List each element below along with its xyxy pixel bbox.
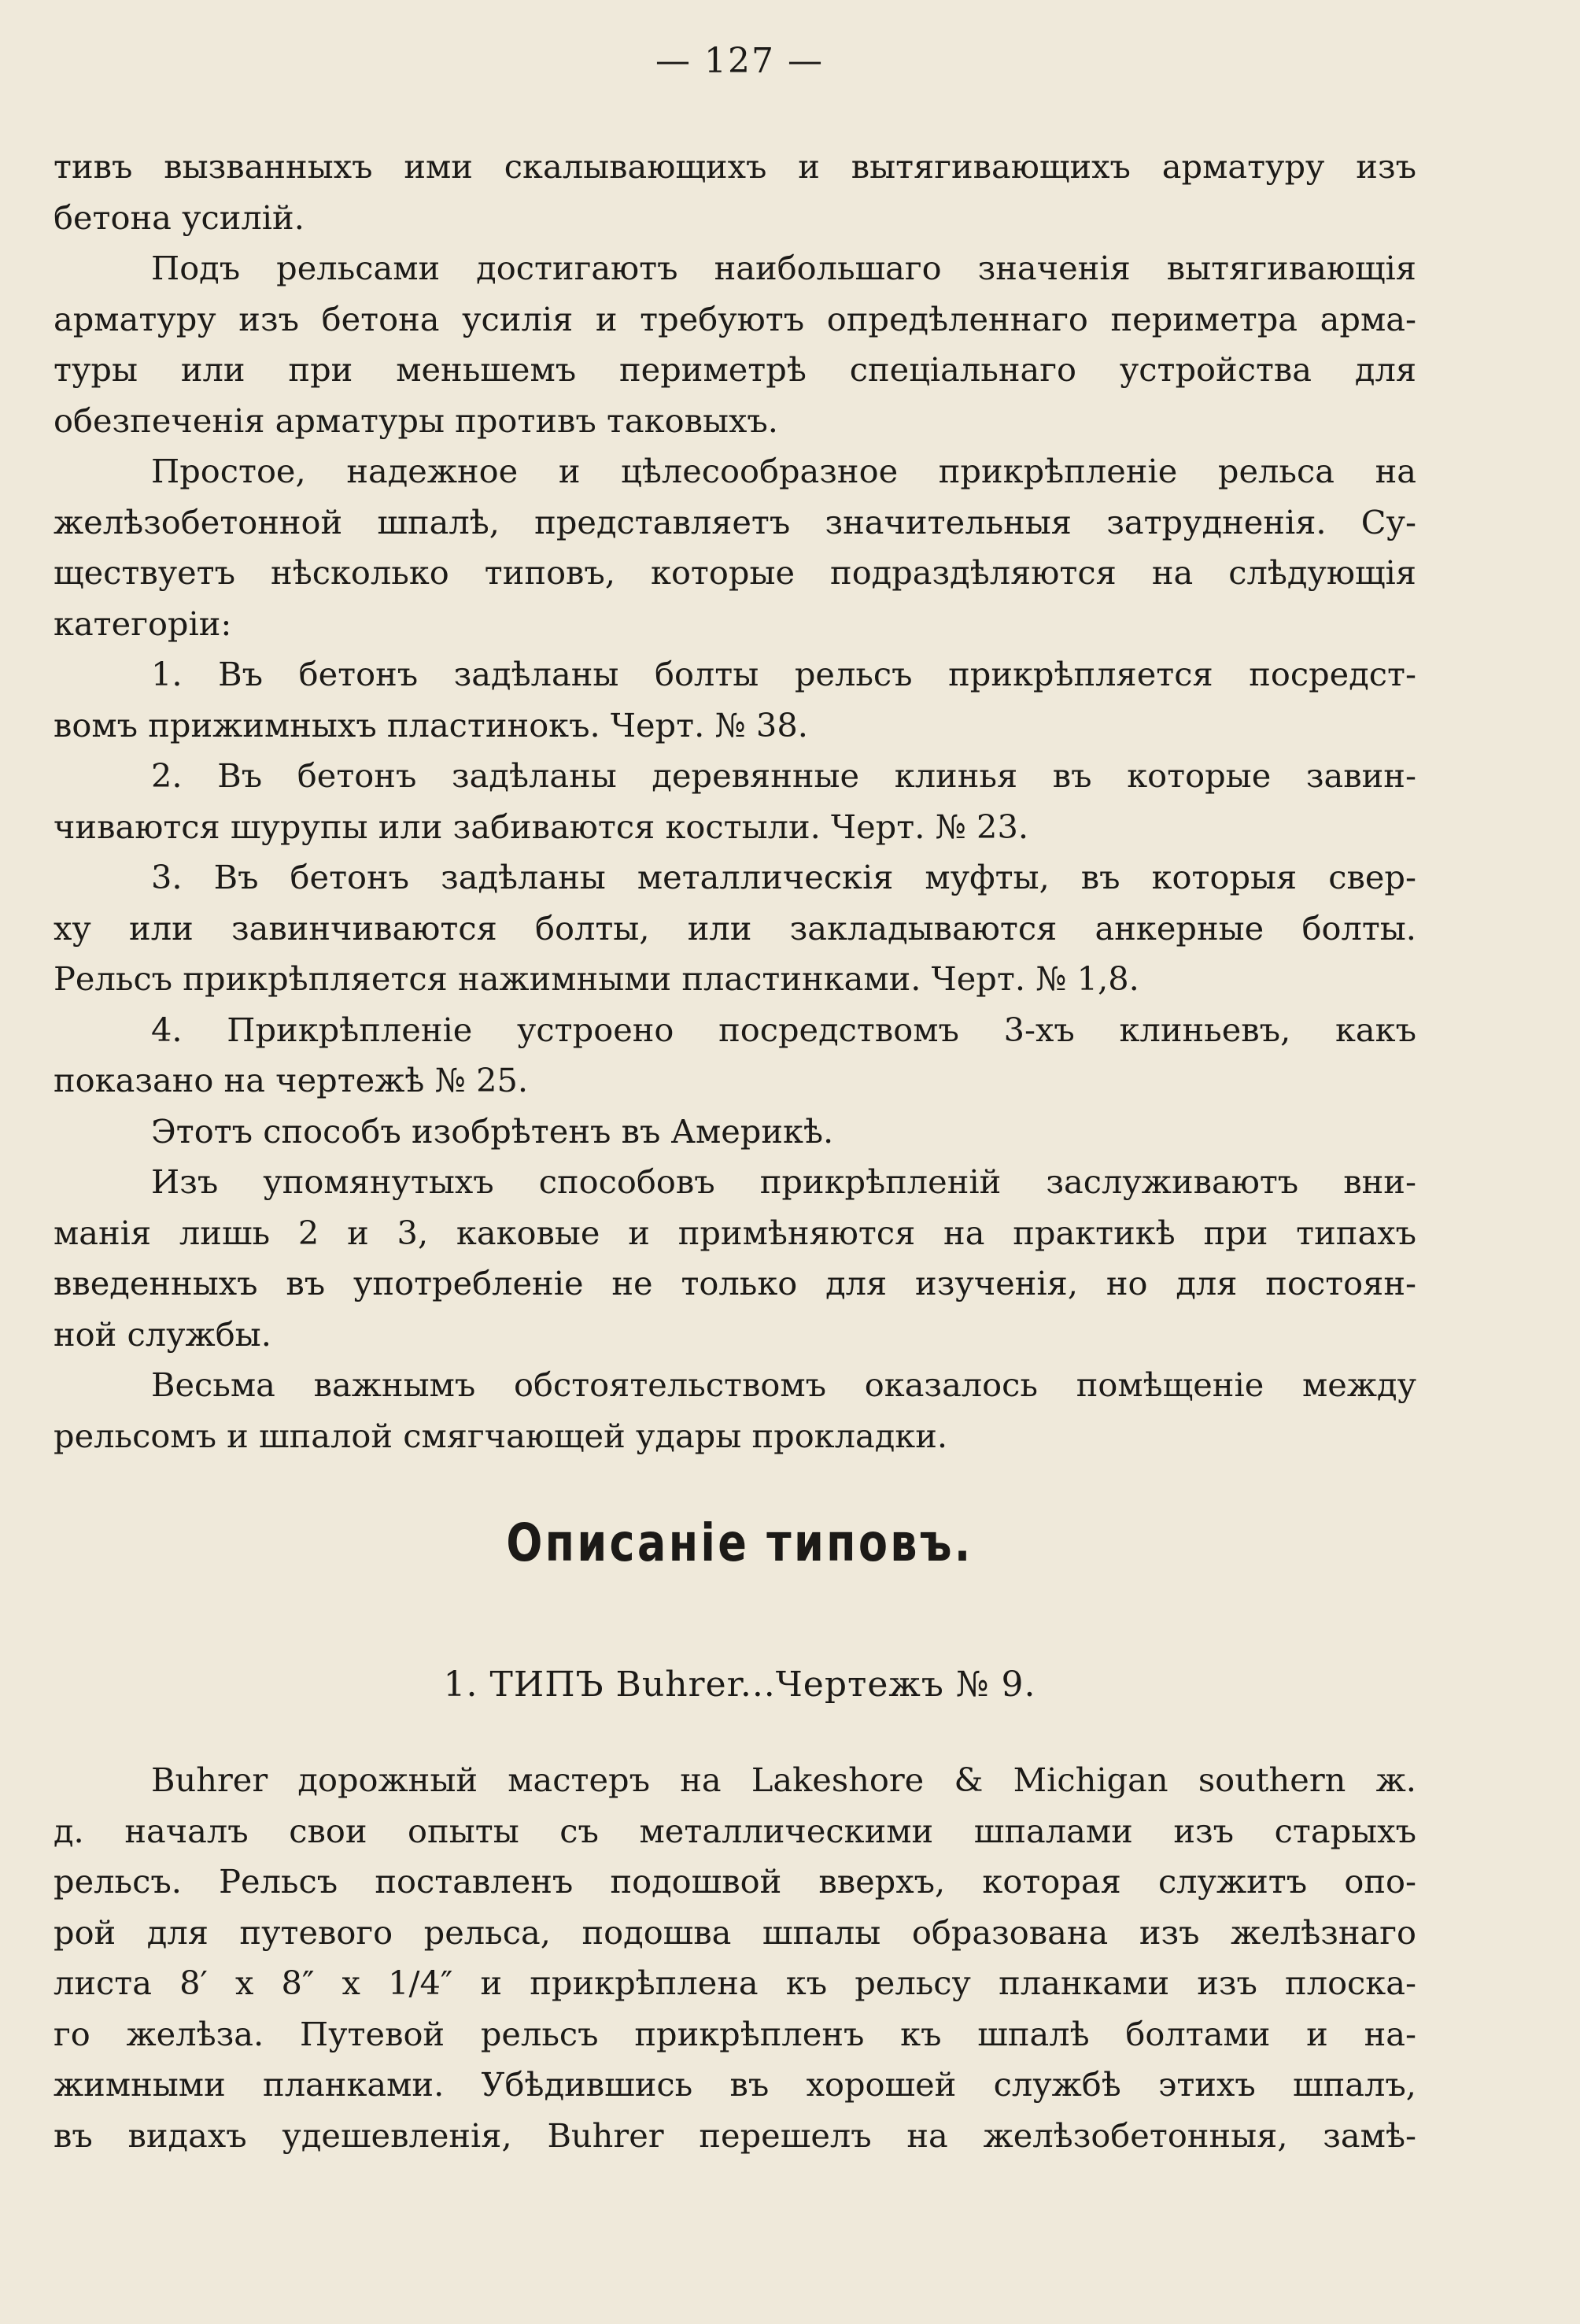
section-title: Описаніе типовъ. <box>506 1513 973 1573</box>
page-number: — 127 — <box>655 41 824 81</box>
text-line: арматуру изъ бетона усилія и требуютъ опредѣленнаго периметра арма- <box>54 299 1416 338</box>
text-line: д. началъ свои опыты съ металлическими шпалами изъ старыхъ <box>54 1811 1416 1850</box>
text-line: Простое, надежное и цѣлесообразное прикрѣпленіе рельса на <box>151 452 1416 490</box>
text-line: го желѣза. Путевой рельсъ прикрѣпленъ къ шпалѣ болтами и на- <box>54 2014 1416 2053</box>
text-line: чиваются шурупы или забиваются костыли. Черт. № 23. <box>54 807 1029 846</box>
list-item-2: 2. Въ бетонъ задѣланы деревянные клинья въ которые завин- <box>151 756 1416 795</box>
intro-text <box>54 142 1416 1461</box>
text-line: Рельсъ прикрѣпляется нажимными пластинками. Черт. № 1,8. <box>54 959 1139 998</box>
text-line: вомъ прижимныхъ пластинокъ. Черт. № 38. <box>54 705 808 744</box>
text-line: введенныхъ въ употребленіе не только для изученія, но для постоян- <box>54 1264 1416 1302</box>
text-line: Изъ упомянутыхъ способовъ прикрѣпленій заслуживаютъ вни- <box>151 1162 1416 1201</box>
text-line: жимными планками. Убѣдившись въ хорошей службѣ этихъ шпалъ, <box>54 2065 1416 2104</box>
text-line: листа 8′ х 8″ х 1/4″ и прикрѣплена къ рельсу планками изъ плоска- <box>54 1964 1416 2002</box>
text-line: ху или завинчиваются болты, или закладываются анкерные болты. <box>54 908 1416 948</box>
text-line: Весьма важнымъ обстоятельствомъ оказалось помѣщеніе между <box>151 1365 1416 1404</box>
text-line: рельсъ. Рельсъ поставленъ подошвой вверхъ, которая служитъ опо- <box>54 1862 1416 1901</box>
list-item-4: 4. Прикрѣпленіе устроено посредствомъ 3-хъ клиньевъ, какъ <box>151 1010 1416 1049</box>
text-line: Buhrer дорожный мастеръ на Lakeshore & Michigan southern ж. <box>151 1761 1416 1799</box>
text-line: ной службы. <box>54 1314 271 1354</box>
text-line: въ видахъ удешевленія, Buhrer перешелъ на желѣзобетонныя, замѣ- <box>54 2115 1416 2155</box>
text-line: обезпеченія арматуры противъ таковыхъ. <box>54 401 778 440</box>
list-item-3: 3. Въ бетонъ задѣланы металлическія муфты, въ которыя свер- <box>151 858 1416 896</box>
text-line: показано на чертежѣ № 25. <box>54 1061 529 1099</box>
text-line: рой для путевого рельса, подошва шпалы образована изъ желѣзнаго <box>54 1912 1416 1952</box>
text-line: туры или при меньшемъ периметрѣ спеціальнаго устройства для <box>54 350 1416 389</box>
subsection-title: 1. ТИПЪ Buhrer...Чертежъ № 9. <box>443 1664 1036 1705</box>
text-line: манія лишь 2 и 3, каковые и примѣняются на практикѣ при типахъ <box>54 1213 1416 1252</box>
text-line: тивъ вызванныхъ ими скалывающихъ и вытягивающихъ арматуру изъ <box>54 147 1416 186</box>
text-line: бетона усилій. <box>54 198 305 237</box>
text-line: ществуетъ нѣсколько типовъ, которые подраздѣляются на слѣдующія <box>54 553 1416 592</box>
text-line: Этотъ способъ изобрѣтенъ въ Америкѣ. <box>151 1111 834 1151</box>
section-text <box>54 1755 1416 2161</box>
text-line: желѣзобетонной шпалѣ, представляетъ значительныя затрудненія. Су- <box>54 502 1416 541</box>
text-line: Подъ рельсами достигаютъ наибольшаго значенія вытягивающія <box>151 249 1416 287</box>
text-line: категоріи: <box>54 604 232 643</box>
list-item-1: 1. Въ бетонъ задѣланы болты рельсъ прикрѣпляется посредст- <box>151 655 1416 693</box>
text-line: рельсомъ и шпалой смягчающей удары прокладки. <box>54 1416 948 1455</box>
